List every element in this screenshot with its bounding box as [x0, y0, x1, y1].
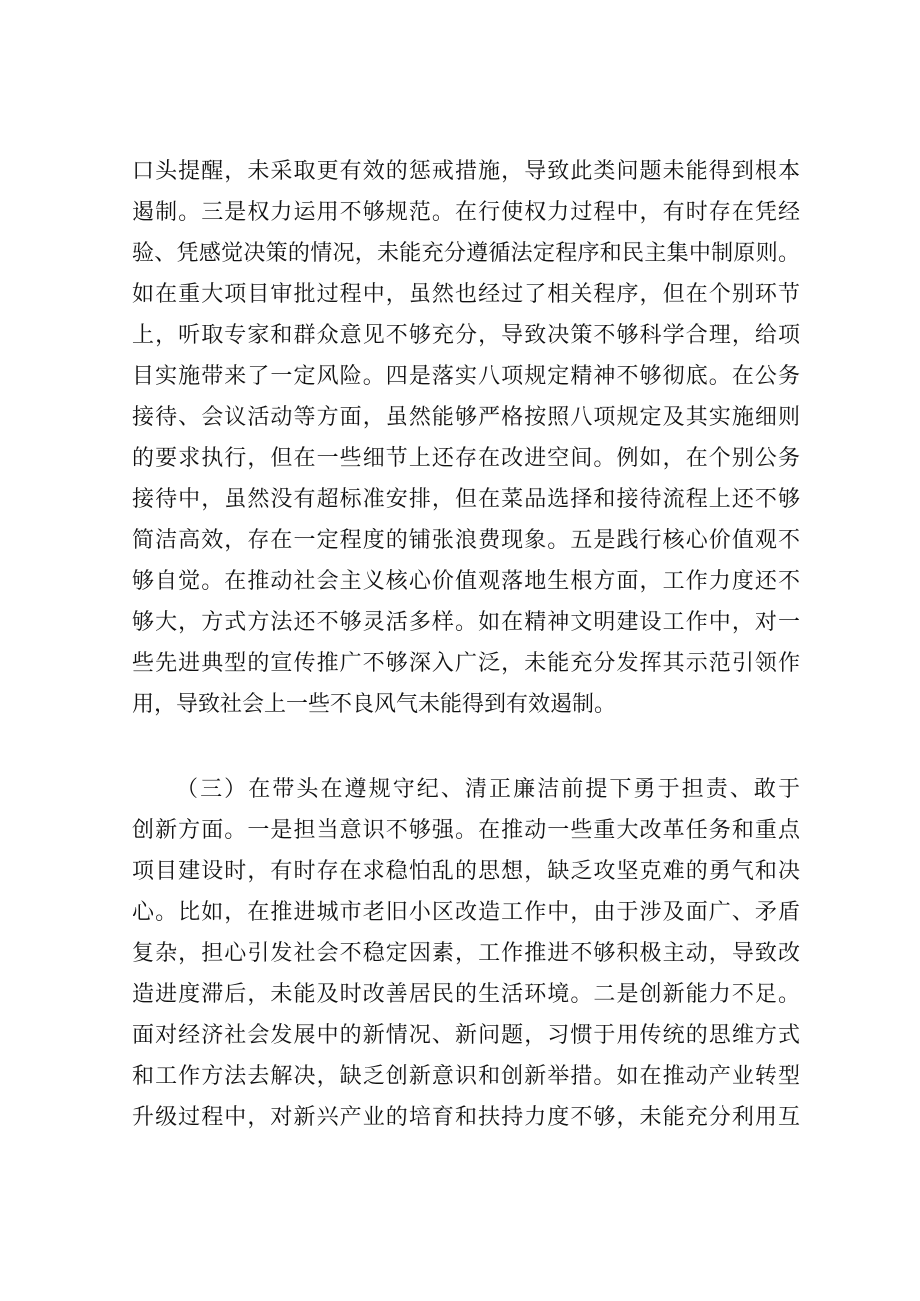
- text-line: 如在重大项目审批过程中，虽然也经过了相关程序，但在个别环节: [132, 282, 800, 307]
- text-line: 验、凭感觉决策的情况，未能充分遵循法定程序和民主集中制原则。: [132, 241, 800, 266]
- text-line: 够自觉。在推动社会主义核心价值观落地生根方面，工作力度还不: [132, 569, 800, 594]
- text-line: 升级过程中，对新兴产业的培育和扶持力度不够，未能充分利用互: [132, 1105, 800, 1130]
- text-line: 心。比如，在推进城市老旧小区改造工作中，由于涉及面广、矛盾: [132, 900, 800, 925]
- text-line: 创新方面。一是担当意识不够强。在推动一些重大改革任务和重点: [132, 818, 800, 843]
- text-line: 够大，方式方法还不够灵活多样。如在精神文明建设工作中，对一: [132, 610, 800, 635]
- text-line: 复杂，担心引发社会不稳定因素，工作推进不够积极主动，导致改: [132, 941, 800, 966]
- text-line: 目实施带来了一定风险。四是落实八项规定精神不够彻底。在公务: [132, 364, 800, 389]
- text-line: 些先进典型的宣传推广不够深入广泛，未能充分发挥其示范引领作: [132, 651, 800, 676]
- text-line: 上，听取专家和群众意见不够充分，导致决策不够科学合理，给项: [132, 323, 800, 348]
- text-line: 项目建设时，有时存在求稳怕乱的思想，缺乏攻坚克难的勇气和决: [132, 859, 800, 884]
- text-line: 造进度滞后，未能及时改善居民的生活环境。二是创新能力不足。: [132, 982, 800, 1007]
- text-line: 简洁高效，存在一定程度的铺张浪费现象。五是践行核心价值观不: [132, 528, 800, 553]
- text-line: 接待、会议活动等方面，虽然能够严格按照八项规定及其实施细则: [132, 405, 800, 430]
- text-line: （三）在带头在遵规守纪、清正廉洁前提下勇于担责、敢于: [176, 777, 800, 802]
- text-line: 面对经济社会发展中的新情况、新问题，习惯于用传统的思维方式: [132, 1023, 800, 1048]
- text-line: 的要求执行，但在一些细节上还存在改进空间。例如，在个别公务: [132, 446, 800, 471]
- text-line: 用，导致社会上一些不良风气未能得到有效遏制。: [132, 692, 617, 717]
- text-line: 遏制。三是权力运用不够规范。在行使权力过程中，有时存在凭经: [132, 200, 800, 225]
- text-line: 接待中，虽然没有超标准安排，但在菜品选择和接待流程上还不够: [132, 487, 800, 512]
- text-line: 口头提醒，未采取更有效的惩戒措施，导致此类问题未能得到根本: [132, 159, 800, 184]
- text-line: 和工作方法去解决，缺乏创新意识和创新举措。如在推动产业转型: [132, 1064, 800, 1089]
